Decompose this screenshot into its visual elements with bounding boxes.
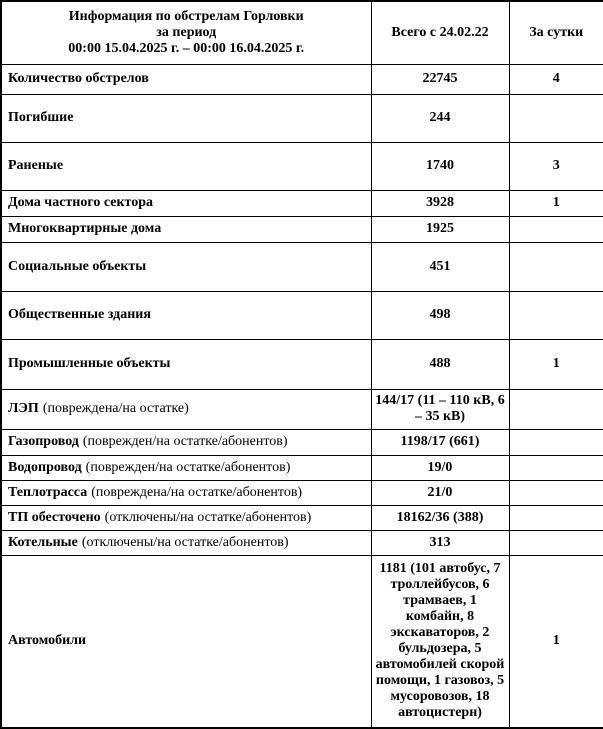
row-label-cell bbox=[1, 389, 371, 429]
row-label: Количество обстрелов bbox=[8, 71, 149, 87]
row-daily-value bbox=[509, 94, 603, 142]
table-title bbox=[1, 1, 371, 64]
table-row bbox=[1, 429, 603, 455]
row-label-note: (поврежден/на остатке/абонентов) bbox=[85, 459, 291, 475]
table-row bbox=[1, 480, 603, 505]
table-header-row bbox=[1, 1, 603, 64]
row-daily-value bbox=[509, 505, 603, 530]
table-title-line1: Информация по обстрелам Горловки bbox=[68, 8, 304, 24]
row-daily-value: 4 bbox=[509, 64, 603, 94]
row-daily-value bbox=[509, 429, 603, 455]
row-label: Дома частного сектора bbox=[8, 195, 154, 211]
row-daily-value bbox=[509, 455, 603, 480]
row-daily-value bbox=[509, 291, 603, 339]
row-label-cell bbox=[1, 94, 371, 142]
row-label: Теплотрасса bbox=[8, 484, 88, 500]
row-label: Котельные bbox=[8, 534, 78, 550]
table-row bbox=[1, 339, 603, 389]
row-total-value: 1925 bbox=[371, 216, 509, 242]
row-total-value: 313 bbox=[371, 530, 509, 555]
table-row bbox=[1, 555, 603, 728]
table-row bbox=[1, 242, 603, 291]
row-total-value: 21/0 bbox=[371, 480, 509, 505]
table-title-line3: 00:00 15.04.2025 г. – 00:00 16.04.2025 г. bbox=[68, 40, 305, 56]
row-label: Социальные объекты bbox=[8, 258, 147, 274]
row-label: Водопровод bbox=[8, 459, 82, 475]
row-label-cell bbox=[1, 555, 371, 728]
row-total-value: 244 bbox=[371, 94, 509, 142]
row-label-note: (отключены/на остатке/абонентов) bbox=[104, 509, 312, 525]
row-daily-value bbox=[509, 480, 603, 505]
row-total-value: 22745 bbox=[371, 64, 509, 94]
row-label-cell bbox=[1, 480, 371, 505]
row-label: Многоквартирные дома bbox=[8, 221, 162, 237]
table-row bbox=[1, 94, 603, 142]
row-label-cell bbox=[1, 64, 371, 94]
row-total-value: 19/0 bbox=[371, 455, 509, 480]
table-body bbox=[1, 64, 603, 728]
table-row bbox=[1, 64, 603, 94]
row-total-value: 498 bbox=[371, 291, 509, 339]
row-label: ЛЭП bbox=[8, 401, 39, 417]
row-total-value: 144/17 (11 – 110 кВ, 6 – 35 кВ) bbox=[371, 389, 509, 429]
row-daily-value: 1 bbox=[509, 339, 603, 389]
row-label-cell bbox=[1, 190, 371, 216]
row-daily-value bbox=[509, 530, 603, 555]
row-daily-value: 1 bbox=[509, 190, 603, 216]
row-label-note: (отключены/на остатке/абонентов) bbox=[81, 534, 289, 550]
row-daily-value bbox=[509, 389, 603, 429]
table-row bbox=[1, 216, 603, 242]
row-label-cell bbox=[1, 455, 371, 480]
table-row bbox=[1, 530, 603, 555]
row-label: Автомобили bbox=[8, 633, 87, 649]
row-total-value: 1740 bbox=[371, 142, 509, 190]
table-row bbox=[1, 455, 603, 480]
row-label-note: (повреждена/на остатке) bbox=[42, 401, 189, 417]
row-label-cell bbox=[1, 291, 371, 339]
table-row bbox=[1, 389, 603, 429]
column-header-daily: За сутки bbox=[509, 1, 603, 64]
column-header-total: Всего с 24.02.22 bbox=[371, 1, 509, 64]
table-row bbox=[1, 190, 603, 216]
row-label-note: (повреждена/на остатке/абонентов) bbox=[91, 484, 303, 500]
row-total-value: 1181 (101 автобус, 7 троллейбусов, 6 трамваев, 1 комбайн, 8 экскаваторов, 2 бульдозера, 5 автомобилей скорой помощи, 1 газовоз, 5 мусоровозов, 18 автоцистерн) bbox=[371, 555, 509, 728]
row-label: ТП обесточено bbox=[8, 509, 101, 525]
row-label-cell bbox=[1, 505, 371, 530]
table-row bbox=[1, 505, 603, 530]
row-daily-value bbox=[509, 216, 603, 242]
row-label: Погибшие bbox=[8, 110, 74, 126]
row-total-value: 18162/36 (388) bbox=[371, 505, 509, 530]
row-daily-value: 3 bbox=[509, 142, 603, 190]
row-label: Газопровод bbox=[8, 434, 79, 450]
row-label-cell bbox=[1, 242, 371, 291]
row-label-cell bbox=[1, 216, 371, 242]
table-row bbox=[1, 142, 603, 190]
row-label-cell bbox=[1, 142, 371, 190]
row-total-value: 3928 bbox=[371, 190, 509, 216]
table-title-line2: за период bbox=[156, 24, 217, 40]
row-label-note: (поврежден/на остатке/абонентов) bbox=[82, 434, 288, 450]
row-total-value: 488 bbox=[371, 339, 509, 389]
row-daily-value bbox=[509, 242, 603, 291]
table-row bbox=[1, 291, 603, 339]
row-label-cell bbox=[1, 530, 371, 555]
row-label-cell bbox=[1, 339, 371, 389]
row-label: Промышленные объекты bbox=[8, 356, 171, 372]
row-daily-value: 1 bbox=[509, 555, 603, 728]
row-total-value: 1198/17 (661) bbox=[371, 429, 509, 455]
row-label: Раненые bbox=[8, 158, 64, 174]
row-label: Общественные здания bbox=[8, 307, 151, 323]
row-label-cell bbox=[1, 429, 371, 455]
row-total-value: 451 bbox=[371, 242, 509, 291]
